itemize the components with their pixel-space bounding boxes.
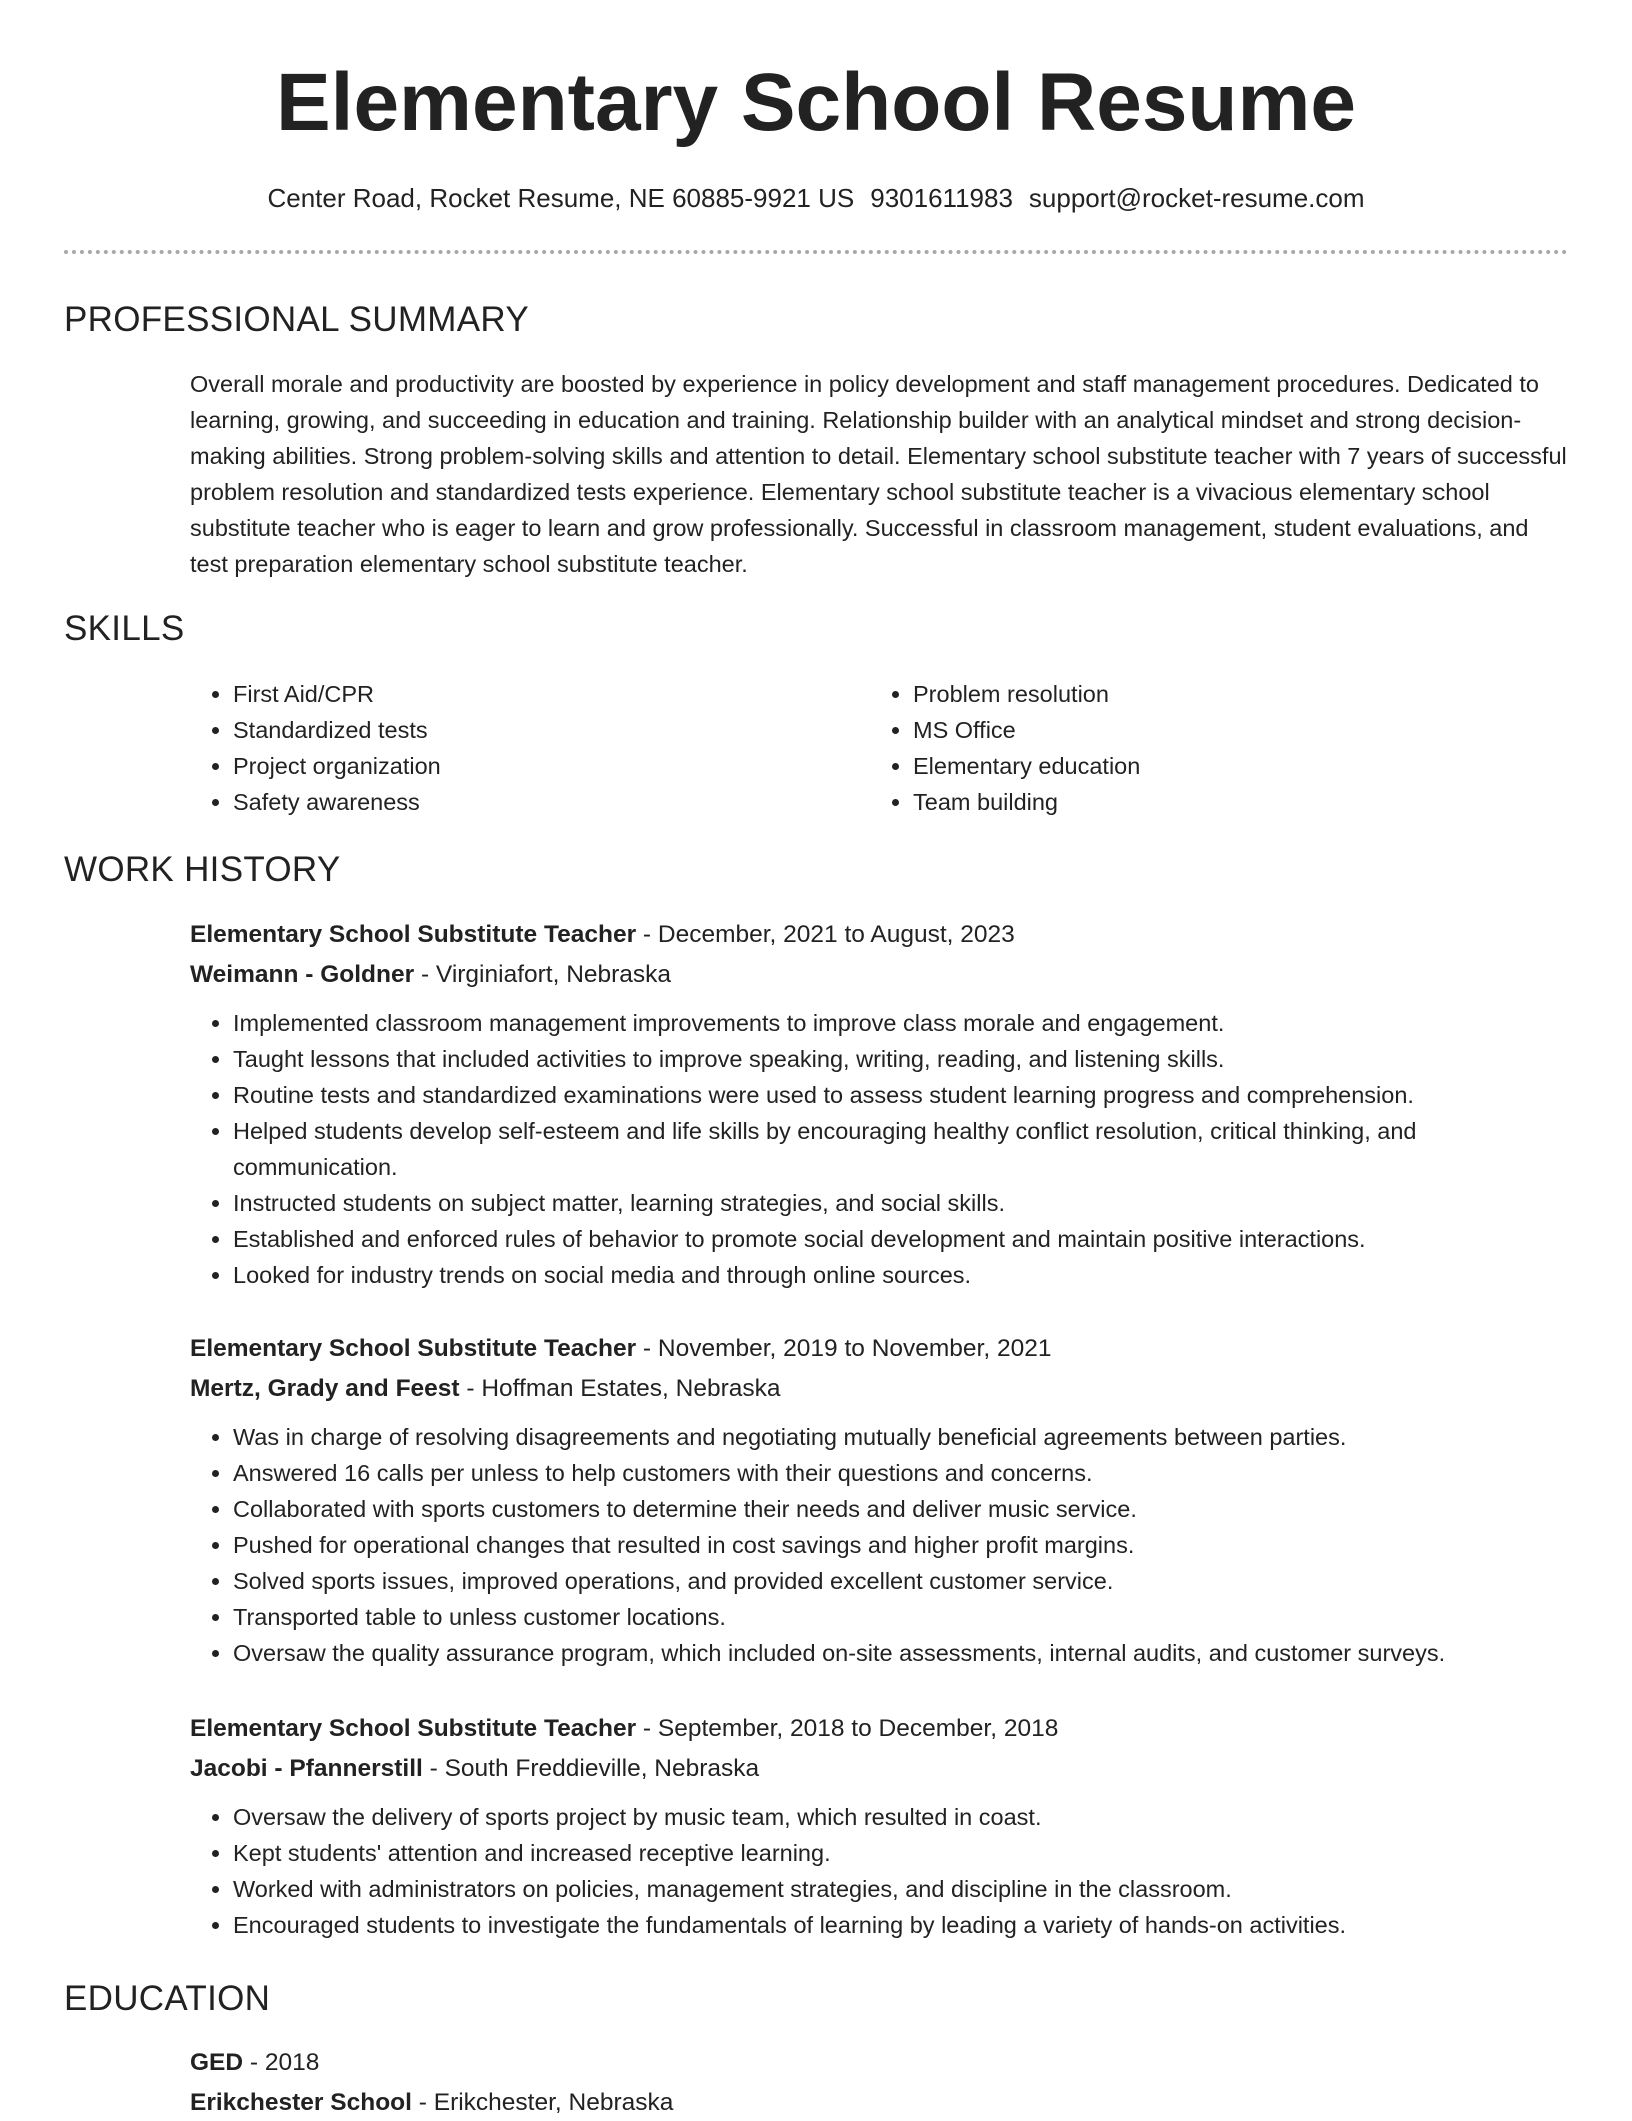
skill-item: • Safety awareness (233, 784, 870, 820)
job-company-line (190, 957, 1580, 993)
job-bullet: • Looked for industry trends on social media and through online sources. (233, 1257, 1580, 1293)
job-bullet: • Worked with administrators on policies, management strategies, and discipline in the classroom. (233, 1871, 1580, 1907)
job-bullet: • Routine tests and standardized examinations were used to assess student learning progress and comprehension. (233, 1077, 1580, 1113)
job-bullet: • Oversaw the quality assurance program, which included on-site assessments, internal audits, and customer surveys. (233, 1635, 1580, 1671)
job-bullet: • Taught lessons that included activities to improve speaking, writing, reading, and listening skills. (233, 1041, 1580, 1077)
job-bullet: • Encouraged students to investigate the fundamentals of learning by leading a variety of hands-on activities. (233, 1907, 1580, 1943)
job-bullet: • Oversaw the delivery of sports project by music team, which resulted in coast. (233, 1799, 1580, 1835)
job-company: Mertz, Grady and Feest (190, 1375, 460, 1402)
education-entry (190, 2045, 1580, 2121)
job-title-line (190, 1331, 1580, 1367)
skill-item: • MS Office (913, 712, 1550, 748)
skill-item: • Team building (913, 784, 1550, 820)
job-company-line (190, 1371, 1580, 1407)
job-title: Elementary School Substitute Teacher (190, 921, 637, 948)
job-bullets (190, 1419, 1580, 1671)
job-bullet: • Transported table to unless customer locations. (233, 1599, 1580, 1635)
job-company: Jacobi - Pfannerstill (190, 1755, 423, 1782)
job-entry (190, 1711, 1580, 1943)
education-school-line (190, 2085, 1580, 2121)
job-dates: - December, 2021 to August, 2023 (636, 921, 1015, 948)
skill-item: • First Aid/CPR (233, 676, 870, 712)
job-bullet: • Was in charge of resolving disagreements and negotiating mutually beneficial agreements between parties. (233, 1419, 1580, 1455)
skill-item: • Problem resolution (913, 676, 1550, 712)
skills-column-left (190, 676, 870, 820)
skills-list (190, 676, 1570, 820)
job-location: - South Freddieville, Nebraska (422, 1755, 760, 1782)
job-bullet: • Pushed for operational changes that resulted in cost savings and higher profit margins. (233, 1527, 1580, 1563)
job-bullet: • Collaborated with sports customers to determine their needs and deliver music service. (233, 1491, 1580, 1527)
job-dates: - September, 2018 to December, 2018 (636, 1715, 1059, 1742)
contact-address: Center Road, Rocket Resume, NE 60885-9921 US (267, 183, 855, 213)
job-location: - Hoffman Estates, Nebraska (459, 1375, 781, 1402)
education-school: Erikchester School (190, 2089, 412, 2116)
contact-phone: 9301611983 (870, 183, 1013, 213)
contact-info (0, 180, 1632, 216)
section-title-skills: SKILLS (64, 609, 185, 648)
summary-text: Overall morale and productivity are boosted by experience in policy development and staff management procedures. Dedicated to learning, growing, and succeeding in education and training. Relationship builder with an analytical mindset and strong decision-making abilities. Strong problem-solving skills and attention to detail. Elementary school substitute teacher with 7 years of successful problem resolution and standardized tests experience. Elementary school substitute teacher is a vivacious elementary school substitute teacher who is eager to learn and grow professionally. Successful in classroom management, student evaluations, and test preparation elementary school substitute teacher. (190, 371, 1567, 577)
header-divider (64, 250, 1568, 254)
job-bullets (190, 1005, 1580, 1293)
job-bullet: • Kept students' attention and increased receptive learning. (233, 1835, 1580, 1871)
education-degree-line (190, 2045, 1580, 2081)
job-entry (190, 917, 1580, 1293)
job-location: - Virginiafort, Nebraska (414, 961, 672, 988)
job-bullet: • Implemented classroom management improvements to improve class morale and engagement. (233, 1005, 1580, 1041)
job-bullet: • Helped students develop self-esteem and life skills by encouraging healthy conflict resolution, critical thinking, and communication. (233, 1113, 1580, 1185)
job-title-line (190, 917, 1580, 953)
skill-item: • Elementary education (913, 748, 1550, 784)
job-bullet: • Answered 16 calls per unless to help customers with their questions and concerns. (233, 1455, 1580, 1491)
education-location: - Erikchester, Nebraska (411, 2089, 674, 2116)
section-title-work-history: WORK HISTORY (64, 850, 341, 889)
job-title: Elementary School Substitute Teacher (190, 1715, 637, 1742)
skill-item: • Standardized tests (233, 712, 870, 748)
job-bullet: • Instructed students on subject matter, learning strategies, and social skills. (233, 1185, 1580, 1221)
education-degree: GED (190, 2049, 244, 2076)
job-bullet: • Solved sports issues, improved operations, and provided excellent customer service. (233, 1563, 1580, 1599)
skills-column-right (870, 676, 1550, 820)
section-title-education: EDUCATION (64, 1979, 271, 2018)
skill-item: • Project organization (233, 748, 870, 784)
job-entry (190, 1331, 1580, 1671)
job-bullet: • Established and enforced rules of behavior to promote social development and maintain positive interactions. (233, 1221, 1580, 1257)
job-dates: - November, 2019 to November, 2021 (636, 1335, 1052, 1362)
job-bullets (190, 1799, 1580, 1943)
job-title-line (190, 1711, 1580, 1747)
education-year: - 2018 (243, 2049, 320, 2076)
resume-title: Elementary School Resume (275, 57, 1357, 148)
job-company-line (190, 1751, 1580, 1787)
section-title-summary: PROFESSIONAL SUMMARY (64, 300, 529, 339)
job-title: Elementary School Substitute Teacher (190, 1335, 637, 1362)
job-company: Weimann - Goldner (190, 961, 415, 988)
contact-email[interactable]: support@rocket-resume.com (1028, 183, 1365, 213)
